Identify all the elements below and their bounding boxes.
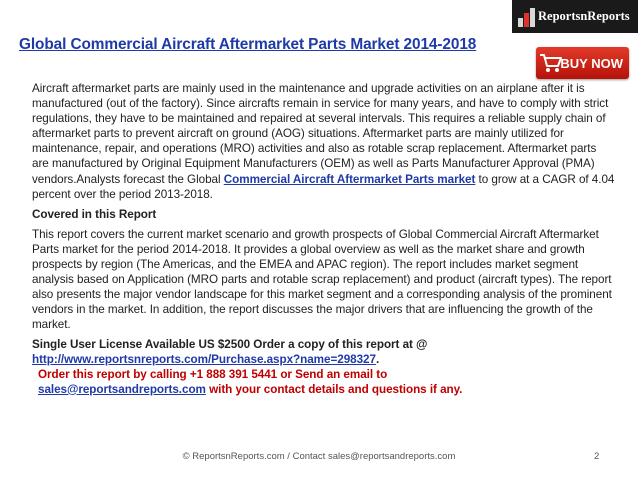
sales-email-link[interactable]: sales@reportsandreports.com <box>38 382 206 396</box>
license-text: Single User License Available US $2500 Order a copy of this report at @ <box>32 337 428 351</box>
footer-text: © ReportsnReports.com / Contact sales@reportsandreports.com <box>182 451 456 462</box>
intro-text-end: to grow at a CAGR of 4.04 percent over the period 2013-2018. <box>32 172 615 201</box>
buy-now-label: BUY NOW <box>560 55 623 71</box>
page-number: 2 <box>594 451 600 462</box>
coverage-paragraph: This report covers the current market scenario and growth prospects of Global Commercial Aircraft Aftermarket Parts market for the period 2014-2018. It provides a global overview as well as the market share and growth prospects by region (The Americas, and the EMEA and APAC region). The report includes market segment analysis based on Application (MRO parts and rotable scrap replacement) and product (aircraft types). The report also presents the major vendor landscape for this market segment and a corresponding analysis of the prominent vendors in the market. In addition, the report discusses the major drivers that are influencing the growth of the market. <box>32 227 612 332</box>
covered-heading: Covered in this Report <box>32 207 157 221</box>
logo-text: ReportsnReports <box>538 9 630 23</box>
buy-now-button[interactable] <box>536 47 629 79</box>
page-title[interactable]: Global Commercial Aircraft Aftermarket Parts Market 2014-2018 <box>19 36 477 53</box>
intro-paragraph <box>32 81 615 202</box>
market-link[interactable]: Commercial Aircraft Aftermarket Parts market <box>223 172 476 186</box>
license-line <box>32 337 615 367</box>
order-contact-text: with your contact details and questions if any. <box>205 382 463 396</box>
intro-text: Aircraft aftermarket parts are mainly used in the maintenance and upgrade activities on an airplane after it is manufactured (out of the factory). Since aircrafts remain in service for many years, and have to comply with strict regulations, they have to be maintained and repaired at several intervals. This requires a reliable supply chain of aftermarket parts to prevent aircraft on ground (AOG) situations. Aftermarket parts are mainly utilized for maintenance, repair, and operations (MRO) activities and also as rotable scrap replacement. Aftermarket parts are manufactured by Original Equipment Manufacturers (OEM) as well as Parts Manufacturer Approval (PMA) vendors.Analysts forecast the Global <box>32 82 609 186</box>
order-phone-text: Order this report by calling +1 888 391 5441 or Send an email to <box>38 367 388 381</box>
license-period: . <box>375 352 380 366</box>
reportsnreports-logo[interactable] <box>512 0 638 33</box>
bar-chart-logo-icon <box>518 7 534 27</box>
purchase-link[interactable]: http://www.reportsnreports.com/Purchase.aspx?name=298327 <box>32 352 376 366</box>
order-info <box>38 367 615 397</box>
shopping-cart-icon <box>539 52 563 74</box>
report-body <box>32 81 615 397</box>
